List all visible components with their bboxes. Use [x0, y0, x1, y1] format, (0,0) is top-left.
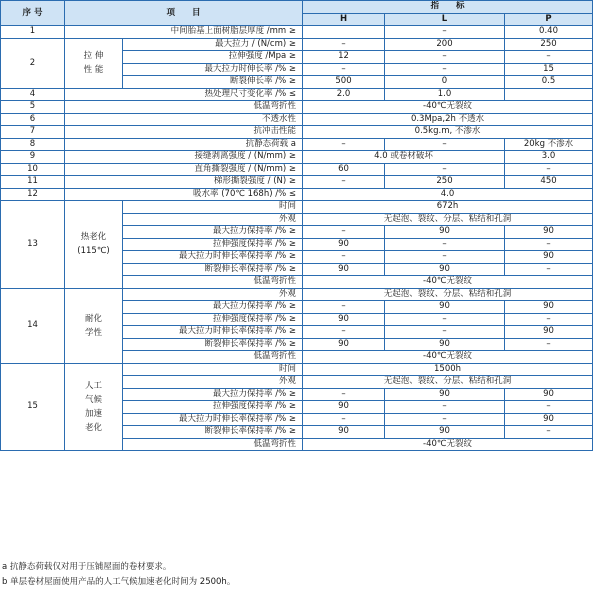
value-p: –: [505, 238, 593, 251]
row-number: 8: [1, 138, 65, 151]
value-h: 2.0: [303, 88, 385, 101]
value-l: –: [385, 326, 505, 339]
value-p: 90: [505, 301, 593, 314]
value-l: 250: [385, 176, 505, 189]
value-all: 0.3Mpa,2h 不透水: [303, 113, 593, 126]
item-label: 断裂伸长率保持率 /% ≥: [123, 426, 303, 439]
value-l: –: [385, 413, 505, 426]
item-label: 吸水率 (70℃ 168h) /% ≤: [65, 188, 303, 201]
item-label: 低温弯折性: [123, 276, 303, 289]
row-number: 2: [1, 38, 65, 88]
value-p: 90: [505, 413, 593, 426]
value-p: –: [505, 163, 593, 176]
row-number: 4: [1, 88, 65, 101]
item-label: 梯形撕裂强度 / (N) ≥: [65, 176, 303, 189]
value-h: 90: [303, 338, 385, 351]
item-label: 接缝剥离强度 / (N/mm) ≥: [65, 151, 303, 164]
item-label: 拉伸强度保持率 /% ≥: [123, 401, 303, 414]
value-l: 90: [385, 301, 505, 314]
item-label: 时间: [123, 201, 303, 214]
item-label: 最大拉力 / (N/cm) ≥: [123, 38, 303, 51]
value-l: 200: [385, 38, 505, 51]
value-l: –: [385, 251, 505, 264]
item-label: 最大拉力保持率 /% ≥: [123, 388, 303, 401]
value-h: 60: [303, 163, 385, 176]
item-label: 不透水性: [65, 113, 303, 126]
item-label: 中间胎基上面树脂层厚度 /mm ≥: [65, 26, 303, 39]
value-h: –: [303, 388, 385, 401]
value-h: –: [303, 38, 385, 51]
item-label: 拉伸强度保持率 /% ≥: [123, 313, 303, 326]
row-number: 5: [1, 101, 65, 114]
value-l: 1.0: [385, 88, 505, 101]
item-label: 拉伸强度保持率 /% ≥: [123, 238, 303, 251]
value-all: 1500h: [303, 363, 593, 376]
item-label: 最大拉力时伸长率保持率 /% ≥: [123, 251, 303, 264]
table-row: [1, 126, 593, 139]
item-label: 最大拉力时伸长率保持率 /% ≥: [123, 326, 303, 339]
item-label: 断裂伸长率保持率 /% ≥: [123, 263, 303, 276]
value-p: 0.5: [505, 76, 593, 89]
value-l: –: [385, 26, 505, 39]
table-row: [1, 38, 593, 51]
table-row: [1, 288, 593, 301]
value-h: –: [303, 301, 385, 314]
value-l: –: [385, 51, 505, 64]
value-p: –: [505, 426, 593, 439]
value-h: 90: [303, 313, 385, 326]
item-label: 最大拉力保持率 /% ≥: [123, 226, 303, 239]
table-row: [1, 201, 593, 214]
table-row: [1, 176, 593, 189]
value-l: 90: [385, 426, 505, 439]
value-l: 90: [385, 263, 505, 276]
table-row: [1, 188, 593, 201]
item-label: 时间: [123, 363, 303, 376]
value-p: 90: [505, 251, 593, 264]
table-row: [1, 101, 593, 114]
value-all: 无起泡、裂纹、分层、粘结和孔洞: [303, 213, 593, 226]
item-label: 直角撕裂强度 / (N/mm) ≥: [65, 163, 303, 176]
header-h: H: [303, 13, 385, 26]
value-l: –: [385, 313, 505, 326]
item-label: 低温弯折性: [123, 351, 303, 364]
footnote-b: b 单层卷材屋面使用产品的人工气候加速老化时间为 2500h。: [2, 577, 236, 587]
value-l: –: [385, 401, 505, 414]
value-p: –: [505, 401, 593, 414]
value-all: 4.0: [303, 188, 593, 201]
value-hl: 4.0 或卷材破坏: [303, 151, 505, 164]
item-label: 最大拉力时伸长率保持率 /% ≥: [123, 413, 303, 426]
group-label: 人工 气候 加速 老化: [65, 363, 123, 451]
item-label: 最大拉力时伸长率 /% ≥: [123, 63, 303, 76]
value-h: 90: [303, 401, 385, 414]
value-l: –: [385, 163, 505, 176]
item-label: 外观: [123, 376, 303, 389]
value-all: 无起泡、裂纹、分层、粘结和孔洞: [303, 376, 593, 389]
table-row: [1, 151, 593, 164]
value-p: 90: [505, 326, 593, 339]
value-h: –: [303, 138, 385, 151]
value-h: 12: [303, 51, 385, 64]
row-number: 12: [1, 188, 65, 201]
group-label: 耐化 学性: [65, 288, 123, 363]
value-h: 500: [303, 76, 385, 89]
table-row: [1, 163, 593, 176]
value-h: –: [303, 226, 385, 239]
value-all: -40℃无裂纹: [303, 276, 593, 289]
value-p: –: [505, 338, 593, 351]
item-label: 热处理尺寸变化率 /% ≤: [65, 88, 303, 101]
value-l: –: [385, 138, 505, 151]
value-all: 无起泡、裂纹、分层、粘结和孔洞: [303, 288, 593, 301]
item-label: 低温弯折性: [65, 101, 303, 114]
value-h: –: [303, 63, 385, 76]
table-row: [1, 138, 593, 151]
value-l: 90: [385, 338, 505, 351]
row-number: 7: [1, 126, 65, 139]
value-l: 90: [385, 388, 505, 401]
header-seq: 序 号: [1, 1, 65, 26]
table-row: [1, 113, 593, 126]
value-p: –: [505, 263, 593, 276]
value-all: -40℃无裂纹: [303, 438, 593, 451]
item-label: 拉伸强度 /Mpa ≥: [123, 51, 303, 64]
value-h: –: [303, 251, 385, 264]
item-label: 断裂伸长率 /% ≥: [123, 76, 303, 89]
value-all: -40℃无裂纹: [303, 101, 593, 114]
table-row: [1, 26, 593, 39]
group-label: 拉 伸 性 能: [65, 38, 123, 88]
row-number: 1: [1, 26, 65, 39]
item-label: 断裂伸长率保持率 /% ≥: [123, 338, 303, 351]
footnote-a: a 抗静态荷载仅对用于压铺屋面的卷材要求。: [2, 562, 172, 572]
item-label: 最大拉力保持率 /% ≥: [123, 301, 303, 314]
value-p: 0.40: [505, 26, 593, 39]
row-number: 15: [1, 363, 65, 451]
value-p: 250: [505, 38, 593, 51]
value-l: 0: [385, 76, 505, 89]
value-p: 20kg 不渗水: [505, 138, 593, 151]
row-number: 9: [1, 151, 65, 164]
value-h: 90: [303, 426, 385, 439]
row-number: 10: [1, 163, 65, 176]
row-number: 13: [1, 201, 65, 289]
value-p: [505, 88, 593, 101]
value-all: 672h: [303, 201, 593, 214]
value-p: 3.0: [505, 151, 593, 164]
header-spec: 指 标: [303, 1, 593, 14]
value-p: 15: [505, 63, 593, 76]
item-label: 低温弯折性: [123, 438, 303, 451]
value-h: 90: [303, 238, 385, 251]
value-p: 90: [505, 388, 593, 401]
item-label: 外观: [123, 213, 303, 226]
group-label: 热老化 (115℃): [65, 201, 123, 289]
value-l: 90: [385, 226, 505, 239]
row-number: 11: [1, 176, 65, 189]
row-number: 6: [1, 113, 65, 126]
value-h: 90: [303, 263, 385, 276]
value-p: 90: [505, 226, 593, 239]
table-row: [1, 88, 593, 101]
value-p: –: [505, 313, 593, 326]
value-h: –: [303, 326, 385, 339]
value-l: –: [385, 63, 505, 76]
header-item: 项 目: [65, 1, 303, 26]
footnotes: [0, 560, 592, 590]
item-label: 抗冲击性能: [65, 126, 303, 139]
value-p: –: [505, 51, 593, 64]
value-p: 450: [505, 176, 593, 189]
value-h: –: [303, 176, 385, 189]
value-all: 0.5kg.m, 不渗水: [303, 126, 593, 139]
table-row: [1, 363, 593, 376]
header-p: P: [505, 13, 593, 26]
row-number: 14: [1, 288, 65, 363]
header-l: L: [385, 13, 505, 26]
header-row-1: [1, 1, 593, 14]
value-h: –: [303, 413, 385, 426]
item-label: 抗静态荷载 a: [65, 138, 303, 151]
item-label: 外观: [123, 288, 303, 301]
value-h: [303, 26, 385, 39]
value-all: -40℃无裂纹: [303, 351, 593, 364]
value-l: –: [385, 238, 505, 251]
